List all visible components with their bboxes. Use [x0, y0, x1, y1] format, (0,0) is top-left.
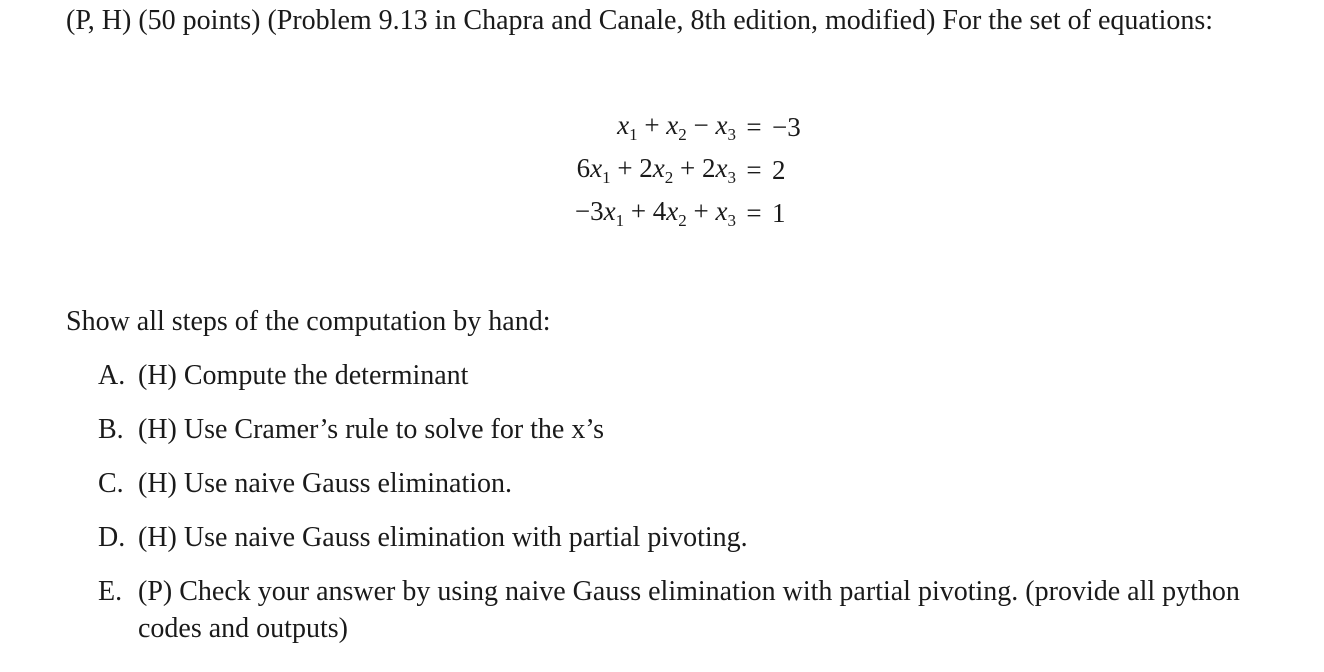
equation-row [500, 149, 820, 192]
task-item [98, 573, 1248, 647]
coefficient: −3 [574, 196, 604, 226]
task-list [98, 357, 1248, 664]
variable: x [590, 153, 603, 183]
equation-rhs: −3 [772, 112, 801, 142]
equation-rhs: 2 [772, 155, 786, 185]
variable: x [715, 196, 728, 226]
variable-subscript: 3 [727, 211, 736, 230]
variable: x [652, 153, 665, 183]
operator: + [686, 196, 716, 226]
coefficient: 4 [652, 196, 667, 226]
coefficient: 2 [639, 153, 653, 183]
variable: x [715, 110, 728, 140]
variable: x [617, 110, 630, 140]
variable-subscript: 3 [727, 168, 736, 187]
equation-row [500, 192, 820, 235]
task-text: (P) Check your answer by using naive Gauss elimination with partial pivoting. (provide all python codes and outputs) [138, 576, 1240, 644]
task-item [98, 519, 1248, 556]
instruction-text: Show all steps of the computation by hand: [66, 306, 551, 337]
equation-lhs [500, 110, 736, 145]
equation-system [500, 106, 820, 235]
task-letter: D. [98, 522, 126, 553]
variable: x [715, 153, 728, 183]
task-letter: C. [98, 468, 124, 499]
variable-subscript: 1 [629, 125, 638, 144]
task-item [98, 465, 1248, 502]
variable: x [603, 196, 616, 226]
variable-subscript: 2 [678, 211, 687, 230]
equation-row [500, 106, 820, 149]
equation-lhs [500, 196, 736, 231]
equals-sign: = [746, 155, 762, 185]
problem-intro: (P, H) (50 points) (Problem 9.13 in Chapra and Canale, 8th edition, modified) For the set of equations: [66, 5, 1214, 36]
equals-sign: = [746, 198, 762, 228]
task-text: (H) Use Cramer’s rule to solve for the x’s [138, 414, 605, 445]
equation-rhs: 1 [772, 198, 786, 228]
equals-sign: = [746, 112, 762, 142]
task-item [98, 357, 1248, 394]
task-text: (H) Use naive Gauss elimination with partial pivoting. [138, 522, 748, 553]
variable-subscript: 2 [664, 168, 674, 187]
task-text: (H) Use naive Gauss elimination. [138, 468, 513, 499]
variable: x [666, 110, 679, 140]
operator: + [673, 153, 703, 183]
task-letter: A. [98, 360, 126, 391]
coefficient: 2 [702, 153, 716, 183]
equation-lhs [500, 153, 736, 188]
variable-subscript: 2 [678, 125, 687, 144]
operator: − [686, 110, 716, 140]
operator: + [624, 196, 653, 226]
task-item [98, 411, 1248, 448]
variable: x [666, 196, 679, 226]
task-text: (H) Compute the determinant [138, 360, 469, 391]
task-letter: E. [98, 576, 123, 607]
variable-subscript: 3 [727, 125, 736, 144]
operator: + [637, 110, 667, 140]
variable-subscript: 1 [602, 168, 611, 187]
variable-subscript: 1 [615, 211, 625, 230]
coefficient: 6 [576, 153, 591, 183]
operator: + [610, 153, 640, 183]
task-letter: B. [98, 414, 124, 445]
